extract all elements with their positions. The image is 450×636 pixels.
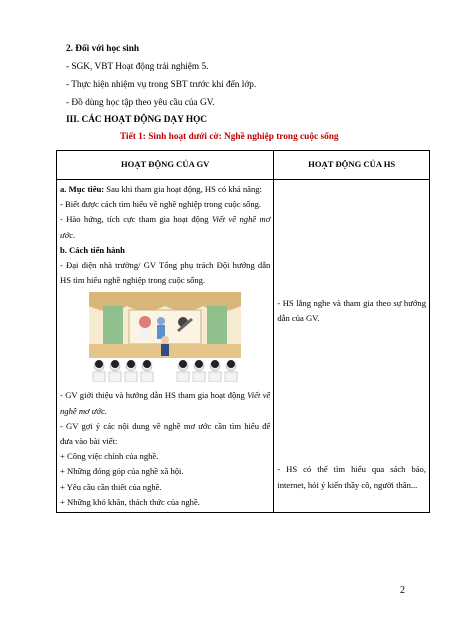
bullet-item: + Công việc chính của nghề. <box>60 451 159 462</box>
gv-intro-prefix: - GV giới thiệu và hướng dẫn HS tham gia hoạt động <box>60 390 248 401</box>
gv-intro <box>60 388 270 418</box>
gv-activity-cell <box>57 180 274 513</box>
bullet-item: + Những khó khăn, thách thức của nghề. <box>60 496 200 507</box>
objective-item-2-prefix: - Hào hứng, tích cực tham gia hoạt động <box>60 214 212 225</box>
objective-item-2-italic: Viết về nghề mơ ước. <box>60 214 271 240</box>
procedure-item-1: - Đại diện nhà trường/ GV Tổng phụ trách Đội hướng dẫn HS tìm hiểu nghề nghiệp trong cuộc sống. <box>60 260 271 286</box>
page-number: 2 <box>400 585 405 596</box>
students-item-3: - Đồ dùng học tập theo yêu cầu của GV. <box>66 98 215 108</box>
hs-response-1: - HS lắng nghe và tham gia theo sự hướng dẫn của GV. <box>277 298 426 324</box>
procedure-label: b. Cách tiến hành <box>60 244 125 255</box>
students-heading: 2. Đối với học sinh <box>66 44 140 54</box>
section-heading: III. CÁC HOẠT ĐỘNG DẠY HỌC <box>66 115 208 125</box>
hs-activity-cell <box>274 180 430 513</box>
students-item-1: - SGK, VBT Hoạt động trải nghiệm 5. <box>66 62 209 72</box>
objective-item-1: - Biết được cách tìm hiểu về nghề nghiệp trong cuộc sống. <box>60 199 262 210</box>
col-header-hs: HOẠT ĐỘNG CỦA HS <box>274 151 430 180</box>
activity-table <box>56 150 430 513</box>
col-header-gv: HOẠT ĐỘNG CỦA GV <box>57 151 274 180</box>
objective-label: a. Mục tiêu: <box>60 184 105 194</box>
gv-intro-italic: Viết về nghề mơ ước. <box>60 390 271 416</box>
hs-response-2: - HS có thể tìm hiểu qua sách báo, internet, hỏi ý kiến thầy cô, người thân... <box>277 464 426 490</box>
bullet-item: + Những đóng góp của nghề xã hội. <box>60 466 184 477</box>
school-stage-illustration <box>89 292 241 382</box>
objective-text: Sau khi tham gia hoạt động, HS có khả năng: <box>104 184 262 194</box>
lesson-title: Tiết 1: Sinh hoạt dưới cờ: Nghề nghiệp trong cuộc sống <box>120 132 339 142</box>
students-item-2: - Thực hiện nhiệm vụ trong SBT trước khi đến lớp. <box>66 80 257 90</box>
gv-suggest: - GV gợi ý các nội dung về nghề mơ ước cần tìm hiểu để đưa vào bài viết: <box>60 420 271 447</box>
objective-item-2 <box>60 212 270 242</box>
objective-paragraph <box>60 182 270 197</box>
bullet-item: + Yêu cầu cần thiết của nghề. <box>60 481 162 492</box>
